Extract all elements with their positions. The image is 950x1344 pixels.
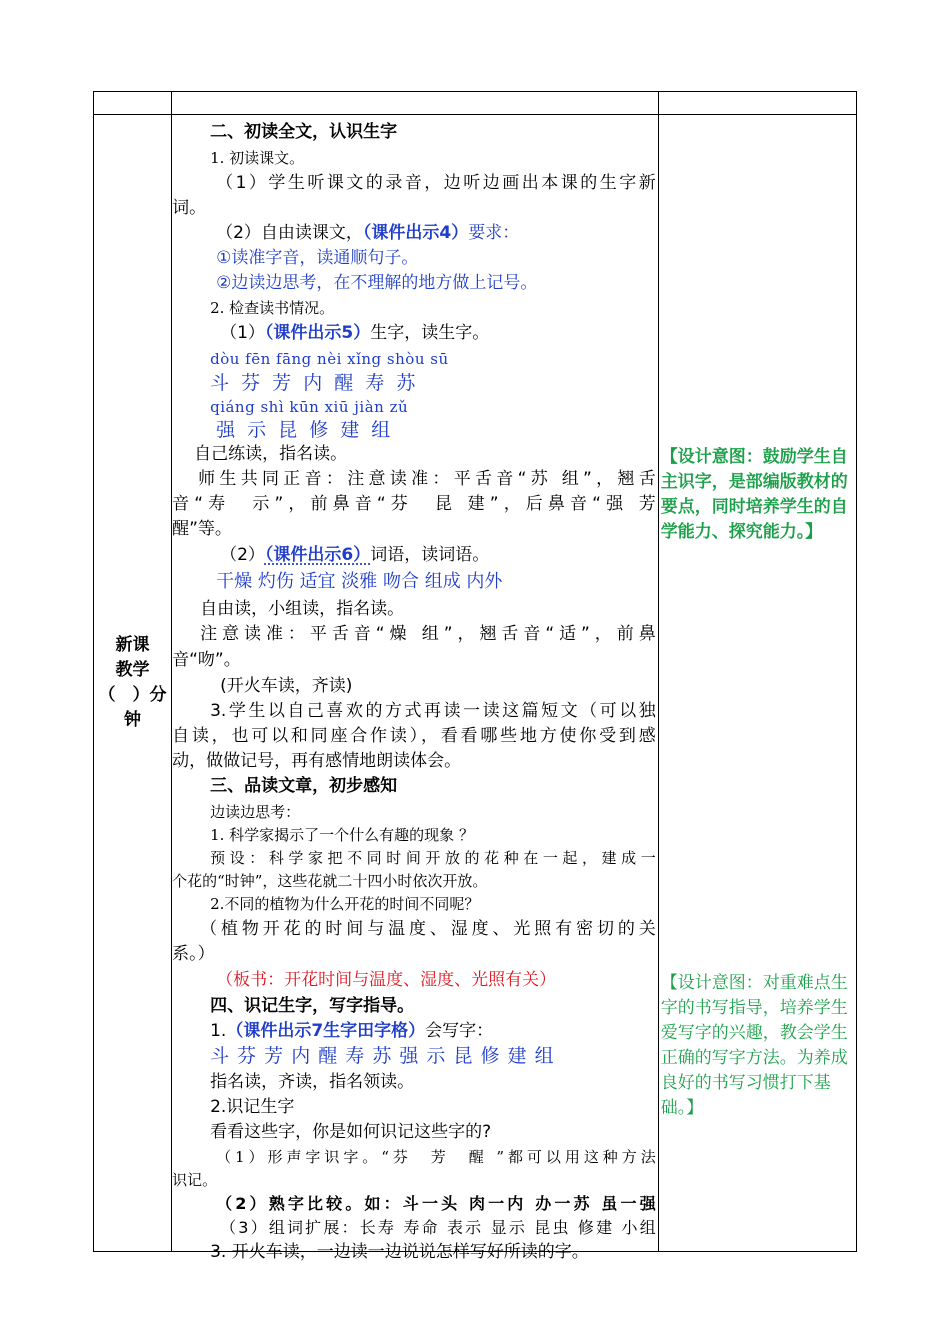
step-text (220, 321, 656, 345)
stage-cell (94, 115, 172, 1252)
board-note: （板书：开花时间与温度、湿度、光照有关） (216, 970, 557, 990)
requirement-item: ①读准字音，读通顺句子。 (216, 248, 419, 268)
step-text: 识记。 (172, 1171, 218, 1189)
step-text: 生字，读生字。 (370, 323, 490, 343)
slide-ref: （课件出示7生字田字格） (226, 1021, 426, 1041)
notes-cell (658, 115, 856, 1252)
stage-line: 钟 (124, 710, 142, 730)
step-text: （1） (220, 323, 265, 343)
section-4-title: 四、识记生字，写字指导。 (210, 996, 415, 1016)
lesson-table (93, 91, 857, 1262)
step-text: 个花的“时钟”，这些花就二十四小时依次开放。 (172, 872, 488, 890)
step-text: 1. 初读课文。 (210, 149, 305, 167)
step-text: 会写字： (425, 1021, 494, 1041)
pinyin-row: qiáng shì kūn xiū jiàn zǔ (210, 398, 409, 416)
table-body-row (94, 115, 857, 1252)
step-text: （1）学生听课文的录音，边听边画出本课的生字新 (216, 173, 656, 193)
design-note: 【设计意图：鼓励学生自主识字，是部编版教材的要点，同时培养学生的自学能力、探究能力。】 (660, 447, 848, 542)
step-text: 自己练读，指名读。 (194, 444, 348, 464)
step-text: 3.学生以自己喜欢的方式再读一读这篇短文（可以独 (210, 701, 656, 721)
chars-row: 强 示 昆 修 建 组 (216, 419, 394, 441)
step-text: 动，做做记号，再有感情地朗读体会。 (172, 751, 462, 771)
words-row: 干燥 灼伤 适宜 淡雅 吻合 组成 内外 (216, 571, 503, 592)
stage-label (94, 633, 171, 733)
step-text: 词。 (172, 198, 207, 218)
step-text: 1. 科学家揭示了一个什么有趣的现象 ？ (210, 826, 474, 844)
step-text (220, 543, 656, 567)
step-text: （1）形声字识字。“芬 芳 醒 ”都可以用这种方法 (216, 1148, 656, 1166)
slide-ref: （课件出示4） (362, 223, 469, 243)
step-text: 自由读，小组读，指名读。 (200, 599, 405, 619)
content-cell (172, 115, 659, 1262)
step-text: 看看这些字，你是如何识记这些字的? (210, 1122, 492, 1142)
requirement-item: ②边读边思考，在不理解的地方做上记号。 (216, 273, 538, 293)
step-text: （2）熟字比较。如：斗一头 肉一内 办一苏 虽一强 (216, 1194, 656, 1213)
step-text: 醒”等。 (172, 519, 232, 539)
content-body (172, 115, 658, 1262)
step-text: 边读边思考： (210, 803, 301, 821)
step-text: 词语，读词语。 (370, 545, 490, 565)
section-3-title: 三、品读文章，初步感知 (210, 776, 398, 796)
stage-line: （ ）分 (98, 685, 167, 705)
design-note: 【设计意图：对重难点生字的书写指导，培养学生爱写字的兴趣，教会学生正确的写字方法。为养成良好的书写习惯打下基础。】 (660, 973, 848, 1118)
stage-line: 教学 (115, 660, 150, 680)
step-text: 3. 开火车读，一边读一边说说怎样写好所读的字。 (210, 1242, 589, 1262)
stage-line: 新课 (115, 635, 150, 655)
step-text: (开火车读，齐读) (220, 676, 353, 696)
step-text: 注意读准：平舌音“燥 组”，翘舌音“适”，前鼻 (200, 624, 656, 644)
table-header-row (94, 92, 857, 115)
step-text: 自读，也可以和同座合作读），看看哪些地方使你受到感 (172, 726, 656, 746)
section-2-title: 二、初读全文，认识生字 (210, 122, 398, 142)
step-text (216, 221, 656, 245)
step-text: （2） (220, 545, 265, 565)
slide-ref: （课件出示6） (264, 545, 371, 565)
step-text: 师生共同正音：注意读准：平舌音“苏 组”，翘舌 (198, 469, 656, 489)
step-text: 2.不同的植物为什么开花的时间不同呢？ (210, 895, 480, 913)
step-text: 预设：科学家把不同时间开放的花种在一起，建成一 (210, 849, 656, 867)
step-text: 指名读，齐读，指名领读。 (210, 1072, 415, 1092)
step-text (210, 1019, 656, 1043)
chars-row: 斗 芬 芳 内 醒 寿 苏 (210, 372, 419, 394)
header-cell-stage (94, 92, 172, 115)
chars-row: 斗 芬 芳 内 醒 寿 苏 强 示 昆 修 建 组 (210, 1045, 555, 1067)
step-text: （2）自由读课文， (216, 223, 363, 243)
step-text: 音“寿 示”，前鼻音“芬 昆 建”，后鼻音“强 芳 (172, 494, 656, 514)
slide-ref: （课件出示5） (264, 323, 371, 343)
header-cell-content (172, 92, 659, 115)
step-text: （3）组词扩展：长寿 寿命 表示 显示 昆虫 修建 小组 (220, 1218, 656, 1237)
step-text: 音“吻”。 (172, 650, 241, 670)
step-text: 1. (210, 1021, 227, 1041)
step-text: 要求： (468, 223, 520, 243)
step-text: 系。） (172, 944, 215, 964)
step-text: （植物开花的时间与温度、湿度、光照有密切的关 (200, 919, 656, 939)
step-text: 2.识记生字 (210, 1097, 295, 1117)
notes-body (659, 115, 856, 1251)
pinyin-row: dòu fēn fāng nèi xǐng shòu sū (210, 350, 449, 368)
header-cell-notes (658, 92, 856, 115)
step-text: 2. 检查读书情况。 (210, 299, 335, 317)
